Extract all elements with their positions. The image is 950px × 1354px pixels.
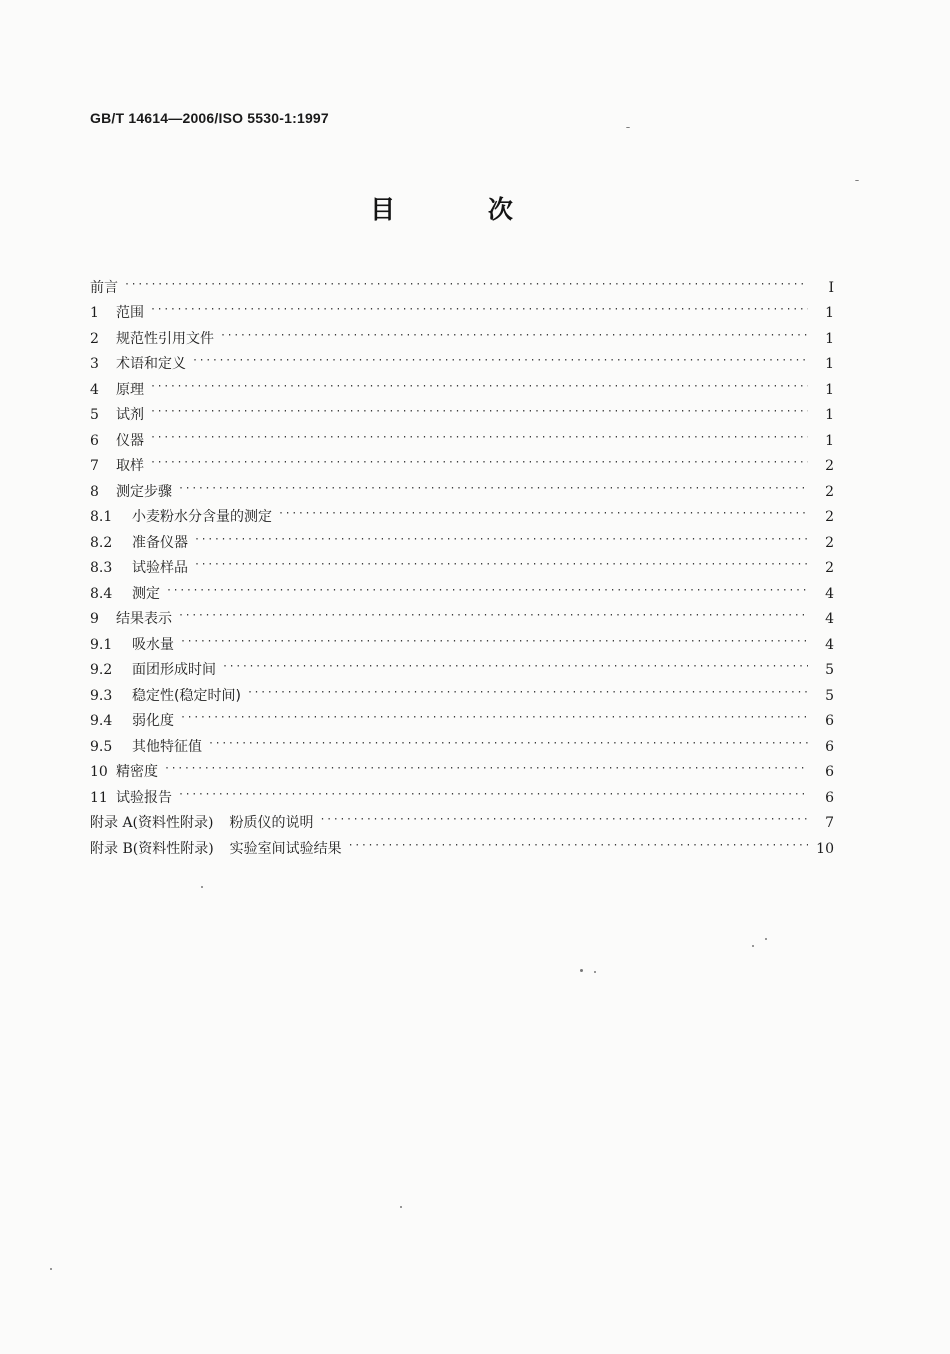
scan-speck [752, 945, 754, 947]
table-of-contents [90, 271, 834, 858]
dot-leader [194, 556, 808, 574]
toc-entry[interactable] [90, 807, 834, 833]
toc-entry-number: 5 [90, 407, 99, 423]
dot-leader [319, 811, 808, 829]
toc-entry[interactable] [90, 628, 834, 654]
toc-entry[interactable] [90, 373, 834, 399]
toc-entry-label: 试验报告 [116, 789, 172, 806]
toc-entry-label: 测定步骤 [116, 483, 172, 500]
toc-entry[interactable] [90, 552, 834, 578]
dot-leader [222, 658, 808, 676]
standard-code: GB/T 14614—2006/ISO 5530-1:1997 [90, 110, 329, 126]
toc-entry-number: 3 [90, 356, 99, 372]
toc-entry-number: 4 [90, 381, 99, 398]
toc-entry-number: 附录 A(资料性附录) [90, 815, 214, 831]
toc-entry-page: 4 [825, 636, 834, 653]
toc-entry-page: 1 [825, 330, 834, 347]
toc-entry-label: 准备仪器 [132, 534, 188, 551]
toc-entry-page: 2 [825, 509, 834, 525]
toc-entry-page: 1 [825, 407, 834, 423]
toc-entry-label: 精密度 [116, 764, 158, 780]
dot-leader [348, 837, 808, 855]
toc-entry-page: 5 [825, 662, 834, 678]
toc-entry-number: 2 [90, 330, 99, 347]
dot-leader [164, 760, 808, 778]
toc-entry[interactable] [90, 348, 834, 374]
toc-entry[interactable] [90, 654, 834, 680]
toc-entry-page: 7 [825, 815, 834, 831]
dot-leader [180, 709, 808, 727]
toc-entry-page: 5 [825, 687, 834, 704]
toc-entry-page: 1 [825, 356, 834, 372]
toc-entry[interactable] [90, 603, 834, 629]
toc-entry-number: 8.3 [90, 560, 113, 576]
toc-entry[interactable] [90, 399, 834, 425]
toc-entry[interactable] [90, 781, 834, 807]
dot-leader [150, 429, 808, 447]
toc-entry[interactable] [90, 424, 834, 450]
dot-leader [150, 378, 808, 396]
toc-entry-label: 小麦粉水分含量的测定 [132, 509, 272, 525]
toc-entry-number: 9.3 [90, 687, 113, 704]
toc-entry-number: 9.2 [90, 662, 113, 678]
toc-entry-number: 8.1 [90, 509, 113, 525]
toc-entry-number: 9.5 [90, 738, 113, 755]
toc-entry[interactable] [90, 297, 834, 323]
toc-entry-page: 10 [816, 840, 834, 857]
toc-entry-label: 仪器 [116, 432, 144, 449]
toc-entry[interactable] [90, 475, 834, 501]
toc-entry-page: 1 [825, 432, 834, 449]
toc-entry-page: 1 [825, 305, 834, 321]
toc-entry-page: I [828, 279, 834, 296]
scan-speck [50, 1268, 52, 1270]
toc-entry-label: 取样 [116, 458, 144, 474]
toc-entry-label: 弱化度 [132, 713, 174, 729]
toc-entry[interactable] [90, 501, 834, 527]
dot-leader [220, 327, 808, 345]
toc-entry-number: 10 [90, 764, 108, 780]
toc-entry-page: 6 [825, 764, 834, 780]
toc-entry-page: 2 [825, 483, 834, 500]
toc-entry-number: 9.4 [90, 713, 113, 729]
toc-entry-label: 范围 [116, 305, 144, 321]
scan-speck [201, 886, 203, 888]
scan-speck [765, 938, 767, 940]
dot-leader [150, 454, 808, 472]
scan-speck [594, 971, 596, 973]
toc-entry-number: 9 [90, 611, 99, 627]
toc-entry-label: 试剂 [116, 407, 144, 423]
scan-speck [626, 127, 630, 128]
toc-entry[interactable] [90, 526, 834, 552]
dot-leader [208, 735, 808, 753]
toc-entry-label: 前言 [90, 279, 118, 296]
dot-leader [150, 301, 808, 319]
dot-leader [278, 505, 808, 523]
dot-leader [124, 276, 808, 294]
page-title: 目 次 [370, 195, 555, 224]
toc-entry-page: 2 [825, 560, 834, 576]
dot-leader [180, 633, 808, 651]
toc-entry-label: 吸水量 [132, 636, 174, 653]
toc-entry[interactable] [90, 679, 834, 705]
toc-entry-page: 1 [825, 381, 834, 398]
toc-entry[interactable] [90, 832, 834, 858]
toc-entry-page: 2 [825, 458, 834, 474]
toc-entry-number: 8.2 [90, 534, 113, 551]
toc-entry-page: 4 [825, 611, 834, 627]
dot-leader [192, 352, 808, 370]
dot-leader [166, 582, 808, 600]
toc-entry-number: 11 [90, 789, 108, 806]
toc-entry-label: 其他特征值 [132, 738, 202, 755]
toc-entry[interactable] [90, 322, 834, 348]
scan-speck [400, 1206, 402, 1208]
toc-entry[interactable] [90, 756, 834, 782]
toc-entry-label: 稳定性(稳定时间) [132, 687, 241, 704]
dot-leader [178, 786, 808, 804]
toc-entry-page: 6 [825, 738, 834, 755]
toc-entry-page: 6 [825, 713, 834, 729]
toc-entry[interactable] [90, 705, 834, 731]
toc-entry-label: 粉质仪的说明 [229, 815, 314, 831]
toc-entry-label: 结果表示 [116, 611, 172, 627]
toc-entry-label: 术语和定义 [116, 356, 186, 372]
toc-entry-number: 1 [90, 305, 99, 321]
dot-leader [178, 480, 808, 498]
toc-entry[interactable] [90, 577, 834, 603]
scan-speck [855, 180, 859, 181]
toc-entry[interactable] [90, 271, 834, 297]
toc-entry-label: 试验样品 [132, 560, 188, 576]
dot-leader [150, 403, 808, 421]
toc-entry-label: 原理 [116, 381, 144, 398]
toc-entry-page: 6 [825, 789, 834, 806]
toc-entry-label: 测定 [132, 585, 160, 602]
toc-entry[interactable] [90, 730, 834, 756]
toc-entry-number: 9.1 [90, 636, 113, 653]
toc-entry-label: 规范性引用文件 [116, 330, 214, 347]
toc-entry-number: 6 [90, 432, 99, 449]
toc-entry-number: 附录 B(资料性附录) [90, 840, 214, 857]
toc-entry-label: 实验室间试验结果 [229, 840, 342, 857]
toc-entry-number: 8.4 [90, 585, 113, 602]
scan-speck [580, 969, 583, 972]
toc-entry-page: 4 [825, 585, 834, 602]
toc-entry[interactable] [90, 450, 834, 476]
toc-entry-page: 2 [825, 534, 834, 551]
dot-leader [247, 684, 808, 702]
dot-leader [194, 531, 808, 549]
toc-entry-number: 7 [90, 458, 99, 474]
dot-leader [178, 607, 808, 625]
toc-entry-number: 8 [90, 483, 99, 500]
toc-entry-label: 面团形成时间 [132, 662, 216, 678]
